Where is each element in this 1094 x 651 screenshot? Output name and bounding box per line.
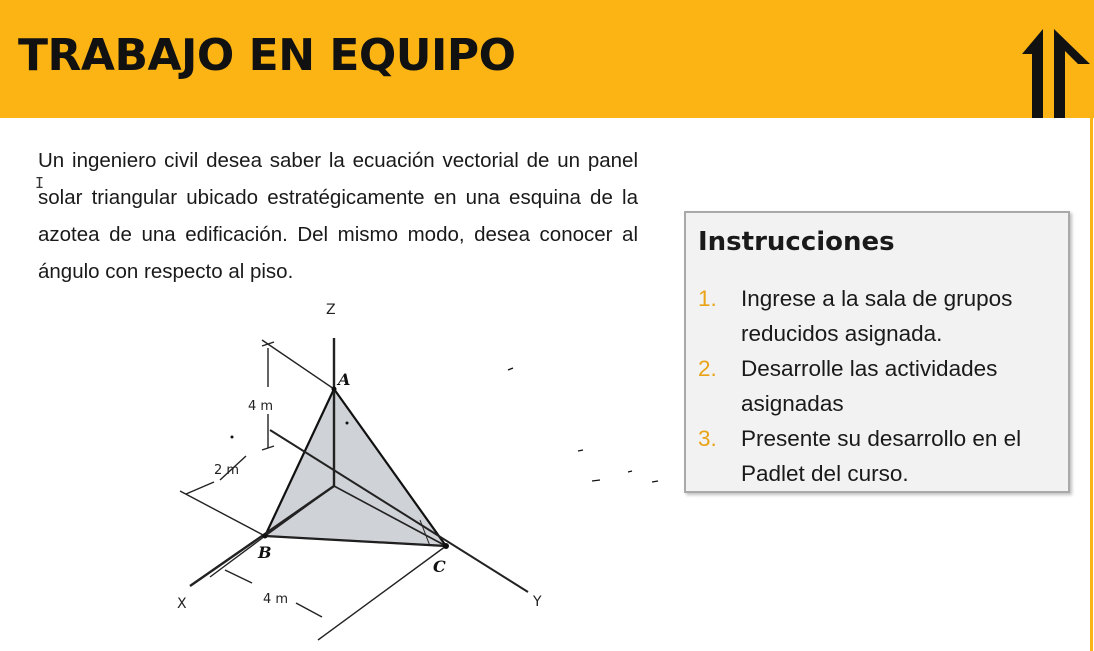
axis-label-y: Y (533, 594, 542, 610)
axis-label-z: Z (326, 302, 336, 318)
list-item (698, 421, 1058, 491)
text-cursor-icon: I (35, 174, 45, 192)
problem-statement: Un ingeniero civil desea saber la ecuación vectorial de un panel solar triangular ubicado estratégicamente en una esquina de la azotea de una edificación. Del mismo modo, desea conocer al ángulo con respecto al piso. (38, 149, 638, 283)
instructions-list (698, 281, 1058, 491)
instructions-panel (684, 211, 1070, 493)
right-edge-rule (1090, 118, 1093, 651)
point-label-b: B (258, 543, 272, 562)
axis-label-x: X (177, 596, 187, 612)
page-title: TRABAJO EN EQUIPO (18, 30, 516, 81)
dimension-base-label: 4 m (263, 592, 289, 607)
solar-panel-diagram (150, 290, 670, 651)
dimension-offset-label: 2 m (214, 463, 240, 478)
point-label-c: C (433, 557, 446, 576)
list-item-text: Presente su desarrollo en el Padlet del curso. (741, 426, 1022, 486)
list-item-number: 1. (698, 286, 717, 311)
double-arrow-up-logo-icon (1018, 26, 1094, 118)
list-item-number: 2. (698, 356, 717, 381)
list-item-number: 3. (698, 426, 717, 451)
list-item (698, 281, 1058, 351)
instructions-title: Instrucciones (698, 227, 895, 257)
header-bar (0, 0, 1094, 118)
point-label-a: A (338, 370, 351, 389)
list-item (698, 351, 1058, 421)
list-item-text: Ingrese a la sala de grupos reducidos asignada. (741, 286, 1013, 346)
dimension-height-label: 4 m (248, 399, 274, 414)
list-item-text: Desarrolle las actividades asignadas (741, 356, 998, 416)
